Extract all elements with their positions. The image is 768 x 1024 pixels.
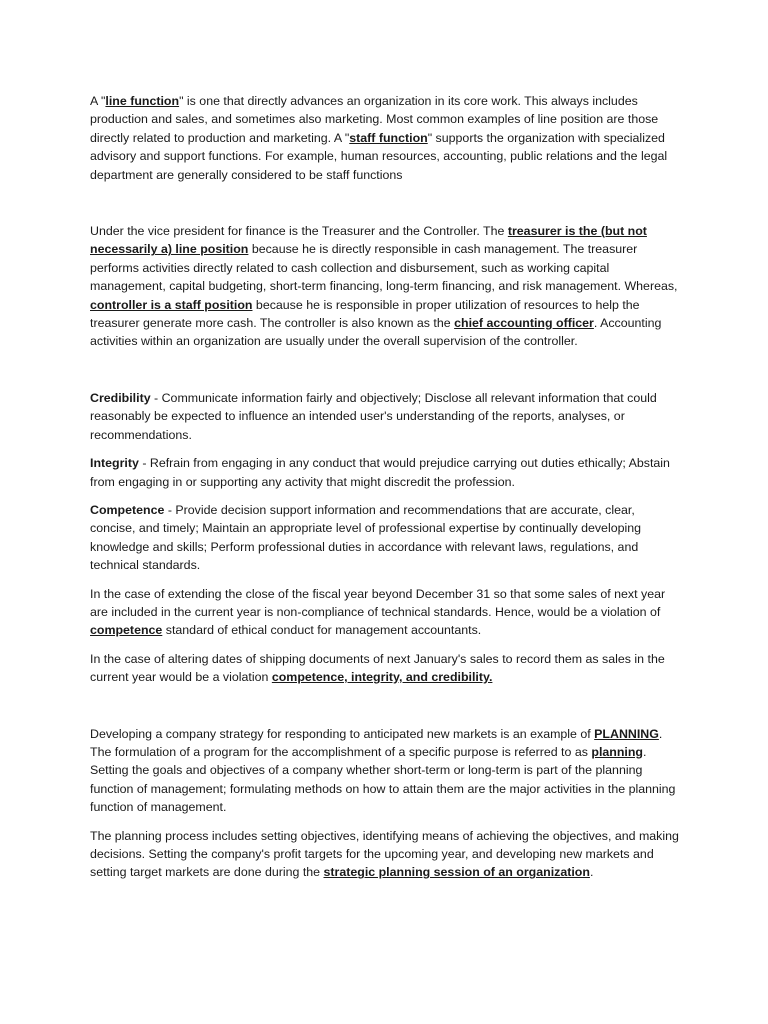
text-run: " is one that directly advances an organization in its core work. This always includes production and sales, and sometimes also marketing. Most common examples of line position are those directly related to production and marketing. A " — [90, 94, 659, 145]
text-run: . Accounting activities within an organization are usually under the overall supervision of the controller. — [90, 316, 662, 349]
paragraph-shipping-documents — [90, 650, 682, 687]
paragraph-treasurer-controller — [90, 222, 682, 351]
text-run: A " — [90, 94, 106, 108]
term-competence: Competence — [90, 502, 165, 517]
term-integrity: Integrity — [90, 456, 139, 471]
text-run: Developing a company strategy for responding to anticipated new markets is an example of — [90, 726, 595, 741]
text-run: - Communicate information fairly and objectively; Disclose all relevant information that could reasonably be expected to influence an intended user's understanding of the reports, analyses, or recommendations. — [90, 390, 657, 442]
text-run: because he is responsible in proper utilization of resources to help the treasurer generate more cash. The controller is also known as the — [90, 297, 640, 331]
text-run: In the case of altering dates of shipping documents of next January's sales to record them as sales in the current year would be a violation — [90, 651, 665, 685]
term-staff-function: staff function — [349, 130, 428, 145]
paragraph-competence — [90, 501, 682, 575]
text-run: The planning process includes setting objectives, identifying means of achieving the objectives, and making decisions. Setting the company's profit targets for the upcoming year, and developing new markets and setting target markets are done during the — [90, 828, 679, 880]
text-run: . Setting the goals and objectives of a company whether short-term or long-term is part of the planning function of management; formulating methods on how to attain them are the major activities in the planning function of management. — [90, 744, 676, 815]
paragraph-spacer — [90, 444, 682, 454]
section-spacer — [90, 687, 682, 725]
term-planning: planning — [591, 744, 643, 759]
document-page — [90, 92, 682, 882]
text-run: Under the vice president for finance is the Treasurer and the Controller. The — [90, 224, 508, 239]
text-run: . — [589, 865, 594, 880]
paragraph-fiscal-year-close — [90, 585, 682, 640]
term-chief-accounting-officer: chief accounting officer — [454, 316, 594, 331]
paragraph-spacer — [90, 817, 682, 827]
term-controller-staff-position: controller is a staff position — [90, 297, 253, 312]
term-strategic-planning-session: strategic planning session of an organization — [323, 865, 590, 880]
text-run: - Refrain from engaging in any conduct that would prejudice carrying out duties ethically; Abstain from engaging in or supporting any activity that might discredit the profession. — [90, 456, 670, 489]
term-planning-uppercase: PLANNING — [594, 726, 659, 741]
term-competence-violation: competence — [90, 623, 163, 638]
section-spacer — [90, 351, 682, 389]
text-run: because he is directly responsible in cash management. The treasurer performs activities directly related to cash collection and disbursement, such as working capital management, capital budgeting, short-term financing, long-term financing, and risk management. Whereas, — [90, 242, 678, 294]
text-run: - Provide decision support information and recommendations that are accurate, clear, concise, and timely; Maintain an appropriate level of professional expertise by continually developing knowledge and skills; Perform professional duties in accordance with relevant laws, regulations, and technical standards. — [90, 502, 642, 573]
term-treasurer-line-position: treasurer is the (but not necessarily a) line position — [90, 224, 647, 257]
text-run: . The formulation of a program for the accomplishment of a specific purpose is referred to as — [90, 726, 663, 759]
paragraph-integrity — [90, 454, 682, 491]
text-run: standard of ethical conduct for management accountants. — [162, 623, 482, 638]
paragraph-credibility — [90, 389, 682, 444]
paragraph-planning-process — [90, 827, 682, 882]
term-line-function: line function — [105, 94, 180, 108]
paragraph-spacer — [90, 491, 682, 501]
section-spacer — [90, 184, 682, 222]
paragraph-line-vs-staff-function — [90, 92, 682, 184]
paragraph-spacer — [90, 640, 682, 650]
term-credibility: Credibility — [90, 390, 151, 405]
term-competence-integrity-credibility: competence, integrity, and credibility. — [271, 670, 493, 685]
text-run: " supports the organization with specialized advisory and support functions. For example, human resources, accounting, public relations and the legal department are generally considered to be staff functions — [90, 130, 668, 182]
text-run: In the case of extending the close of the fiscal year beyond December 31 so that some sales of next year are included in the current year is non-compliance of technical standards. Hence, would be a violation of — [90, 586, 666, 619]
paragraph-spacer — [90, 575, 682, 585]
paragraph-planning-definition — [90, 725, 682, 817]
